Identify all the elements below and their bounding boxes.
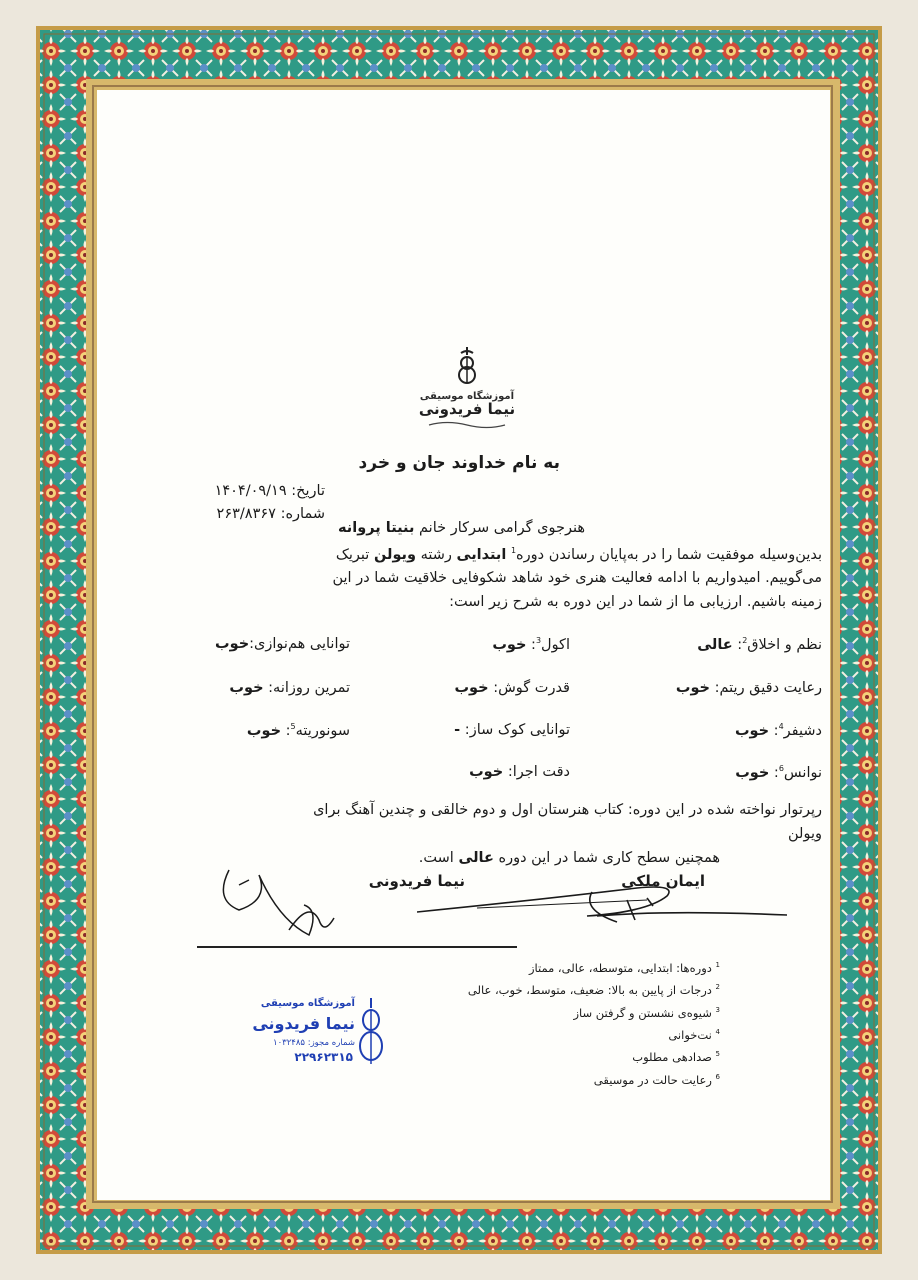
- body-line-2: می‌گوییم. امیدواریم با ادامه فعالیت هنری خود شاهد شکوفایی خلاقیت شما در این: [332, 570, 822, 586]
- body-line-3: زمینه باشیم. ارزیابی ما از شما در این دوره به شرح زیر است:: [449, 594, 822, 610]
- course-level: ابتدایی: [456, 546, 507, 563]
- eval-practice: تمرین روزانه: خوب: [229, 680, 350, 696]
- date-value: ۱۴۰۴/۰۹/۱۹: [214, 483, 287, 499]
- school-logo: [407, 345, 527, 440]
- stamp-line2: نیما فریدونی: [252, 1014, 355, 1033]
- signature-underline: [197, 946, 517, 948]
- salutation: [338, 520, 585, 536]
- school-stamp: [222, 992, 387, 1072]
- eval-tuning: توانایی کوک ساز: -: [454, 722, 570, 738]
- stamp-line3: شماره مجوز: ۱۰۳۲۴۸۵: [273, 1038, 355, 1048]
- footnotes: [468, 956, 720, 1090]
- signature-right-name: ایمان ملکی: [621, 872, 705, 890]
- invocation-title: به نام خداوند جان و خرد: [358, 453, 560, 473]
- stamp-line1: آموزشگاه موسیقی: [260, 998, 355, 1009]
- eval-precision: دقت اجرا: خوب: [469, 764, 570, 780]
- footnote-5: $^5$ صدادهی مطلوب: [632, 1050, 720, 1065]
- footnote-4: $^4$ نت‌خوانی: [668, 1027, 720, 1042]
- instrument: ویولن: [373, 546, 417, 563]
- eval-discipline: نظم و اخلاق$^2$: عالی: [697, 636, 822, 653]
- footnote-6: $^6$ رعایت حالت در موسیقی: [593, 1072, 720, 1087]
- body-line-1: بدین‌وسیله موفقیت شما را در به‌پایان رساندن دوره$^1$ ابتدایی رشته ویولن تبریک: [335, 546, 822, 563]
- stamp-line4: ۲۲۹۶۲۳۱۵: [294, 1050, 353, 1064]
- overall-level: عالی: [458, 850, 494, 866]
- number-line: [217, 506, 325, 522]
- eval-sonority: سونوریته$^5$: خوب: [246, 722, 350, 739]
- closing-line: همچنین سطح کاری شما در این دوره عالی است.: [418, 850, 720, 866]
- footnote-2: $^2$ درجات از پایین به بالا: ضعیف، متوسط، خوب، عالی: [467, 983, 720, 998]
- eval-nuance: نوانس$^6$: خوب: [735, 764, 822, 781]
- certificate-content: [97, 90, 830, 1200]
- eval-ear: قدرت گوش: خوب: [454, 680, 570, 696]
- signature-right-image: [417, 870, 797, 945]
- student-name: بنیتا پروانه: [338, 520, 415, 536]
- eval-ensemble: توانایی هم‌نوازی:خوب: [215, 636, 350, 652]
- stamp-violin-icon: [357, 996, 385, 1068]
- repertoire-line-2: ویولن: [788, 826, 822, 842]
- number-label: شماره:: [280, 506, 325, 522]
- number-value: ۲۶۳/۸۳۶۷: [216, 506, 276, 522]
- logo-line2: نیما فریدونی: [418, 400, 516, 418]
- eval-technique: اکول$^3$: خوب: [492, 636, 570, 653]
- logo-flourish-icon: [427, 420, 507, 430]
- signature-left-image: [209, 860, 429, 950]
- salutation-prefix: هنرجوی گرامی سرکار خانم: [414, 520, 585, 536]
- footnote-1: $^1$ دوره‌ها: ابتدایی، متوسطه، عالی، ممتاز: [528, 960, 720, 975]
- date-label: تاریخ:: [291, 483, 325, 499]
- repertoire-line-1: رپرتوار نواخته شده در این دوره: کتاب هنرستان اول و دوم خالقی و چندین آهنگ برای: [313, 802, 822, 818]
- eval-rhythm: رعایت دقیق ریتم: خوب: [675, 680, 822, 696]
- footnote-3: $^3$ شیوه‌ی نشستن و گرفتن ساز: [573, 1005, 720, 1020]
- date-line: [215, 483, 325, 499]
- violin-logo-icon: [447, 345, 487, 385]
- logo-line1: آموزشگاه موسیقی: [419, 391, 515, 402]
- eval-sightreading: دشیفر$^4$: خوب: [734, 722, 822, 739]
- signature-left-name: نیما فریدونی: [368, 872, 465, 890]
